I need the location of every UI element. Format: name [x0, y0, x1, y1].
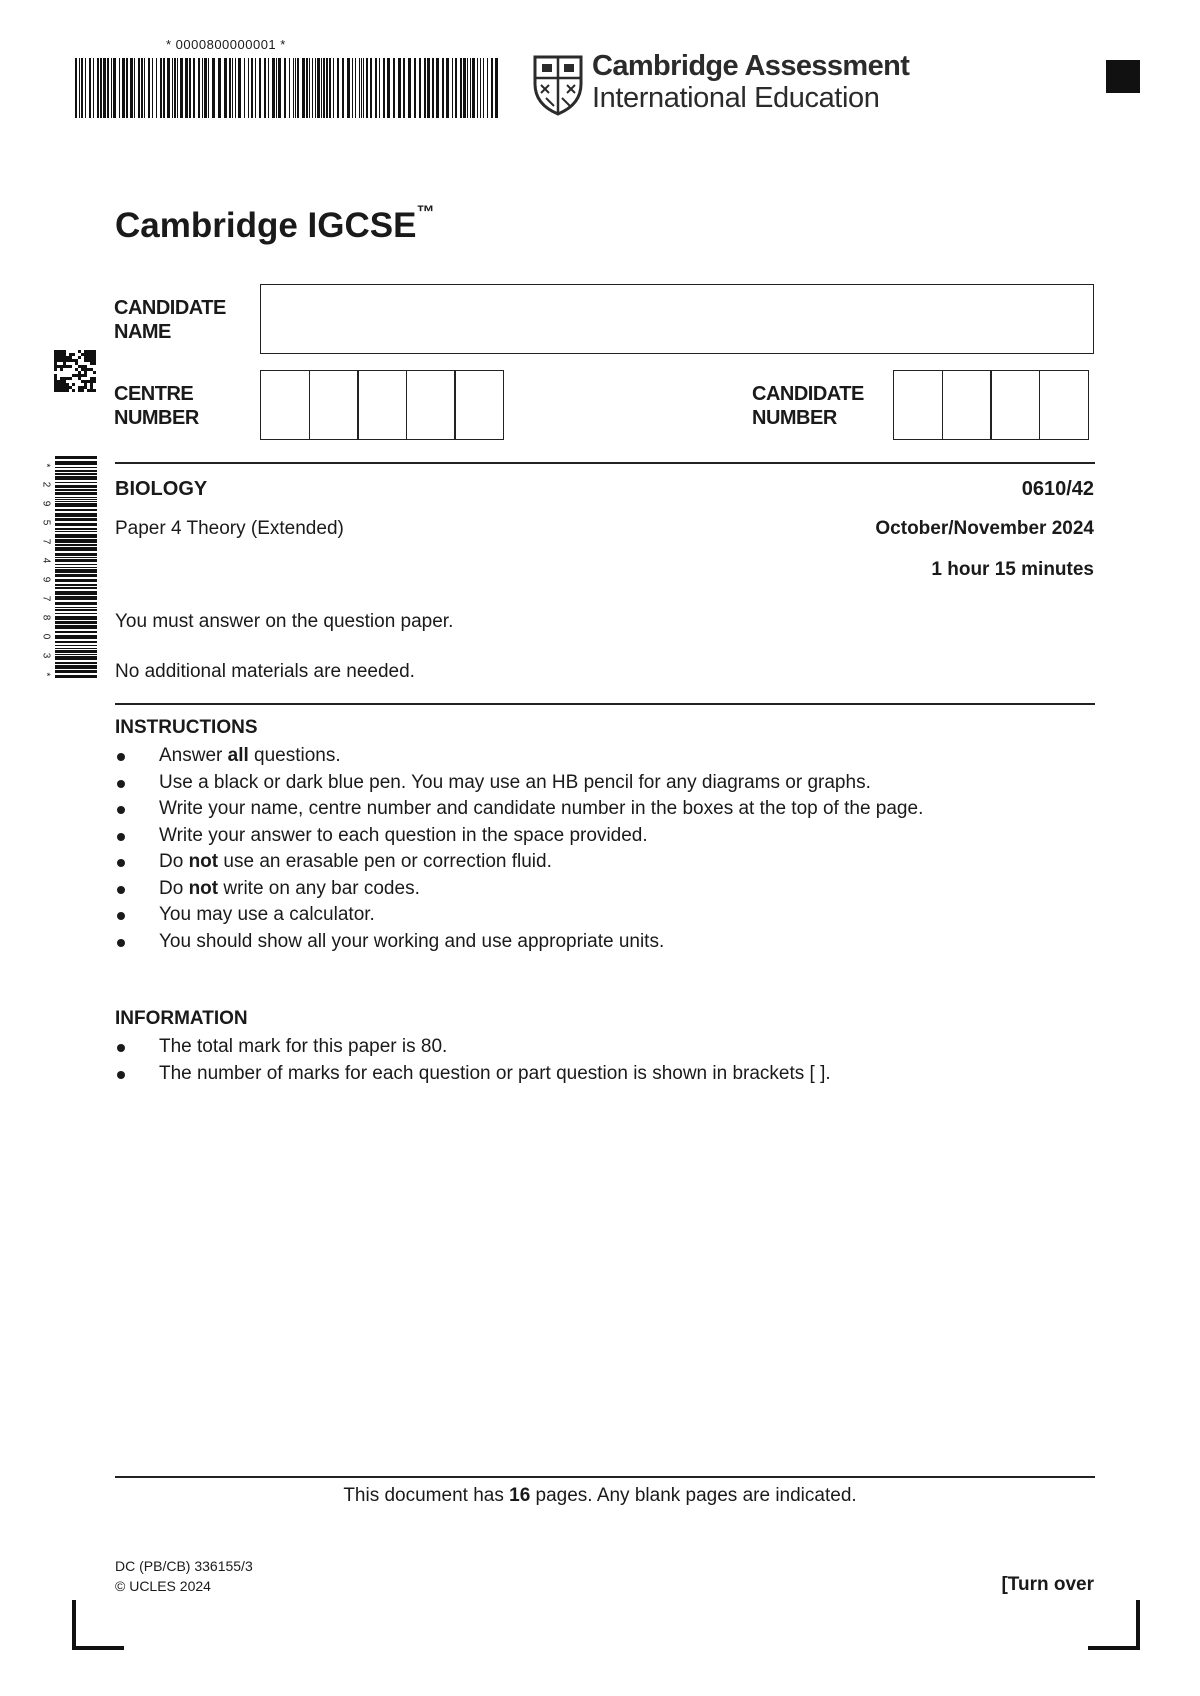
bullet-icon	[117, 833, 125, 841]
page-count-note	[0, 1485, 1200, 1507]
item-text: Do	[159, 851, 189, 872]
side-barcode-digit: 5	[40, 519, 52, 526]
instructions-item	[117, 743, 1077, 770]
bullet-icon	[117, 1044, 125, 1052]
candidate-number-boxes[interactable]	[893, 370, 1089, 440]
candidate-number-label-line1: CANDIDATE	[752, 383, 864, 405]
candidate-number-cell[interactable]	[990, 370, 1040, 440]
candidate-name-label-line2: NAME	[114, 321, 171, 343]
side-barcode-digit: *	[40, 463, 52, 468]
information-list	[117, 1034, 1077, 1087]
item-text: Use a black or dark blue pen. You may use an HB pencil for any diagrams or graphs.	[159, 771, 871, 793]
bullet-icon	[117, 753, 125, 761]
item-emphasis: not	[188, 851, 219, 872]
logo-line-1: Cambridge Assessment	[592, 50, 910, 82]
reference-code: DC (PB/CB) 336155/3	[115, 1558, 253, 1574]
bullet-icon	[117, 859, 125, 867]
centre-number-cell[interactable]	[406, 370, 456, 440]
page-title	[115, 202, 435, 246]
answer-note: You must answer on the question paper.	[115, 611, 454, 632]
side-barcode-digit: 4	[40, 557, 52, 564]
side-barcode-digit: 9	[40, 500, 52, 507]
side-barcode-digit: 8	[40, 614, 52, 621]
corner-mark-right	[1088, 1600, 1140, 1650]
side-barcode-digits	[40, 456, 52, 684]
instructions-item	[117, 770, 1077, 797]
centre-number-label	[114, 382, 199, 430]
candidate-number-label-line2: NUMBER	[752, 407, 837, 429]
subject: BIOLOGY	[115, 478, 208, 500]
centre-number-cell[interactable]	[309, 370, 359, 440]
side-barcode-digit: 9	[40, 576, 52, 583]
candidate-name-label-line1: CANDIDATE	[114, 297, 226, 319]
instructions-heading: INSTRUCTIONS	[115, 717, 258, 738]
document-reference	[115, 1556, 253, 1596]
information-item	[117, 1061, 1077, 1088]
information-item	[117, 1034, 1077, 1061]
bullet-icon	[117, 1071, 125, 1079]
logo-line-2: International Education	[592, 82, 880, 114]
trademark-symbol: ™	[416, 202, 435, 223]
bullet-icon	[117, 886, 125, 894]
centre-number-label-line2: NUMBER	[114, 407, 199, 429]
side-barcode-digit: 0	[40, 633, 52, 640]
side-barcode-digit: 2	[40, 481, 52, 488]
centre-number-cell[interactable]	[357, 370, 407, 440]
item-text: Write your answer to each question in the space provided.	[159, 824, 648, 846]
page-count-pre: This document has	[343, 1485, 510, 1506]
item-text: You should show all your working and use appropriate units.	[159, 930, 665, 952]
corner-mark-left	[72, 1600, 124, 1650]
centre-number-cell[interactable]	[260, 370, 310, 440]
exam-session: October/November 2024	[875, 518, 1094, 539]
bullet-icon	[117, 806, 125, 814]
item-text: You may use a calculator.	[159, 904, 375, 925]
item-emphasis: all	[227, 745, 249, 766]
side-barcode-digit: 7	[40, 595, 52, 602]
instructions-item	[117, 929, 1077, 956]
item-emphasis: not	[188, 877, 219, 899]
candidate-number-cell[interactable]	[942, 370, 992, 440]
paper-code: 0610/42	[1021, 478, 1094, 500]
top-barcode	[75, 58, 503, 118]
centre-number-boxes[interactable]	[260, 370, 504, 440]
item-text: use an erasable pen or correction fluid.	[218, 851, 552, 872]
cambridge-crest-icon	[532, 54, 584, 116]
item-text: Do	[159, 877, 189, 899]
side-barcode	[55, 456, 97, 684]
page-count-post: pages. Any blank pages are indicated.	[530, 1485, 857, 1506]
instructions-item	[117, 849, 1077, 876]
cambridge-logo-text	[592, 50, 909, 114]
candidate-number-cell[interactable]	[1039, 370, 1089, 440]
side-barcode-digit: 7	[40, 538, 52, 545]
turn-over-label: [Turn over	[1001, 1574, 1094, 1595]
instructions-item	[117, 796, 1077, 823]
bullet-icon	[117, 912, 125, 920]
divider	[115, 1476, 1095, 1478]
copyright: © UCLES 2024	[115, 1578, 211, 1594]
materials-note: No additional materials are needed.	[115, 661, 415, 682]
candidate-name-box[interactable]	[260, 284, 1094, 354]
item-text: write on any bar codes.	[218, 877, 420, 899]
qr-code	[54, 350, 96, 392]
information-heading: INFORMATION	[115, 1008, 248, 1029]
instructions-list	[117, 743, 1077, 955]
item-text: Answer	[159, 745, 228, 766]
centre-number-cell[interactable]	[454, 370, 504, 440]
item-text: The number of marks for each question or part question is shown in brackets [ ].	[159, 1062, 831, 1084]
candidate-number-label	[752, 382, 864, 430]
barcode-number: * 0000800000001 *	[166, 37, 286, 52]
page-count: 16	[509, 1485, 531, 1506]
registration-mark	[1106, 60, 1140, 93]
instructions-item	[117, 876, 1077, 903]
candidate-number-cell[interactable]	[893, 370, 943, 440]
item-text: The total mark for this paper is 80.	[159, 1036, 448, 1057]
side-barcode-digit: 3	[40, 652, 52, 659]
divider	[115, 462, 1095, 464]
centre-number-label-line1: CENTRE	[114, 383, 194, 405]
item-text: Write your name, centre number and candidate number in the boxes at the top of the page.	[159, 798, 924, 819]
item-text: questions.	[248, 745, 341, 766]
divider	[115, 703, 1095, 705]
side-barcode-digit: *	[40, 672, 52, 677]
exam-duration: 1 hour 15 minutes	[931, 559, 1094, 580]
paper-title: Paper 4 Theory (Extended)	[115, 518, 344, 539]
title-text: Cambridge IGCSE	[115, 206, 417, 245]
bullet-icon	[117, 780, 125, 788]
bullet-icon	[117, 939, 125, 947]
instructions-item	[117, 902, 1077, 929]
instructions-item	[117, 823, 1077, 850]
candidate-name-label	[114, 296, 226, 344]
